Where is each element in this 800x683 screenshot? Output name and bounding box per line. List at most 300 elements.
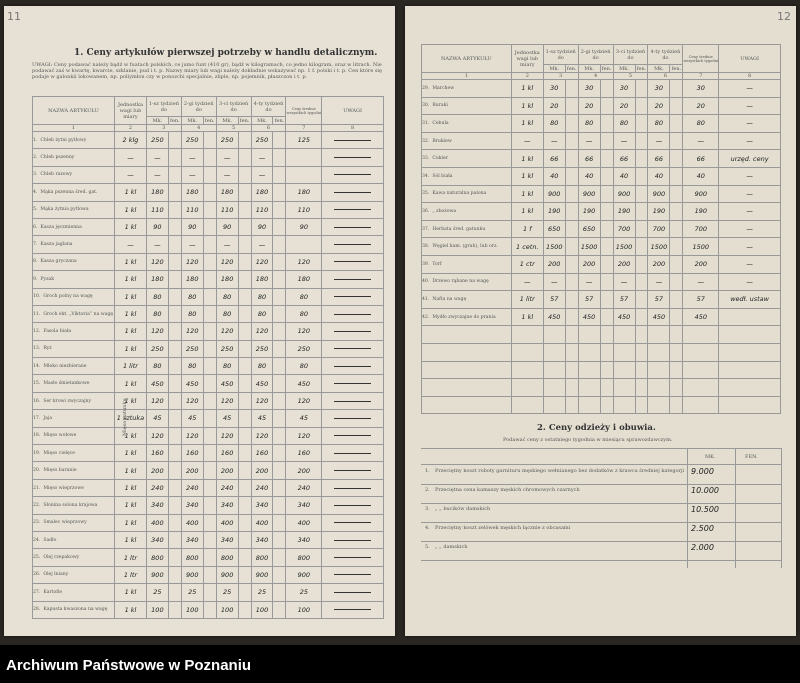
- row-number: 15.: [33, 381, 41, 387]
- price-mk: 40: [578, 167, 600, 185]
- price-mk: 120: [181, 253, 203, 270]
- price-mk: 160: [216, 445, 238, 462]
- price-mk: 120: [146, 323, 168, 340]
- price-fen: [238, 549, 251, 566]
- col-header-mk: Mk.: [578, 65, 600, 73]
- table-row: [422, 238, 781, 256]
- empty-cell: [543, 379, 565, 397]
- section-2-fen-header: FEN.: [745, 454, 758, 460]
- section-2-item-label: Przeciętny koszt zelówek męskich łącznie z obcasami: [435, 525, 571, 531]
- price-fen: [238, 132, 251, 149]
- price-mk: 90: [216, 218, 238, 235]
- price-fen: [635, 220, 648, 238]
- article-name: Mydło zwyczajne do prania: [432, 314, 496, 320]
- price-mk: 340: [251, 531, 273, 548]
- price-fen: [670, 115, 683, 133]
- row-number: 31.: [422, 120, 430, 126]
- price-fen: [635, 273, 648, 291]
- price-mk: 700: [648, 220, 670, 238]
- unit-value: 1 ltr: [114, 549, 146, 566]
- remarks-cell: [322, 427, 384, 444]
- dash-mark: [334, 435, 370, 436]
- price-mk: 120: [181, 392, 203, 409]
- empty-cell: [600, 396, 613, 414]
- remarks-cell: [322, 392, 384, 409]
- price-mk: 30: [543, 80, 565, 98]
- article-cell: [422, 80, 512, 98]
- empty-cell: [719, 343, 781, 361]
- empty-cell: [719, 379, 781, 397]
- price-mk: 160: [181, 445, 203, 462]
- empty-cell: [511, 396, 543, 414]
- price-mk: 900: [216, 566, 238, 583]
- unit-value: 1 kl: [114, 584, 146, 601]
- unit-value: —: [511, 273, 543, 291]
- average-price: 120: [286, 323, 322, 340]
- price-fen: [168, 149, 181, 166]
- table-row: [422, 273, 781, 291]
- price-mk: 20: [648, 97, 670, 115]
- price-fen: [203, 427, 216, 444]
- price-fen: [203, 479, 216, 496]
- price-mk: 180: [146, 184, 168, 201]
- article-cell: [422, 132, 512, 150]
- row-number: 24.: [33, 537, 41, 543]
- price-fen: [238, 271, 251, 288]
- average-price: 80: [286, 358, 322, 375]
- average-price: 66: [683, 150, 719, 168]
- price-mk: 250: [251, 340, 273, 357]
- price-fen: [565, 203, 578, 221]
- section-2-item-mk: 10.500: [691, 505, 719, 514]
- empty-cell: [600, 343, 613, 361]
- archive-name: Archiwum Państwowe w Poznaniu: [6, 657, 252, 674]
- remarks-cell: [322, 375, 384, 392]
- column-number: 3: [543, 73, 578, 80]
- unit-value: 1 sztuka: [114, 410, 146, 427]
- price-fen: [203, 340, 216, 357]
- section-2-item-mk: 10.000: [691, 486, 719, 495]
- price-fen: [565, 150, 578, 168]
- price-mk: —: [216, 166, 238, 183]
- table-row: [422, 291, 781, 309]
- section-2-item-number: 2.: [425, 487, 430, 493]
- price-fen: [565, 220, 578, 238]
- col-header-mk: Mk.: [216, 117, 238, 125]
- price-mk: 45: [251, 410, 273, 427]
- price-mk: 120: [146, 392, 168, 409]
- row-number: 42.: [422, 314, 430, 320]
- price-fen: [238, 584, 251, 601]
- article-name: Sól biała: [432, 173, 453, 179]
- table-row: [33, 497, 384, 514]
- price-fen: [565, 238, 578, 256]
- remarks-cell: [322, 566, 384, 583]
- price-fen: [670, 167, 683, 185]
- dash-mark: [334, 348, 370, 349]
- price-mk: 25: [181, 584, 203, 601]
- article-cell: [33, 184, 115, 201]
- price-fen: [168, 288, 181, 305]
- column-number: 6: [648, 73, 683, 80]
- price-mk: 250: [216, 132, 238, 149]
- price-mk: 100: [146, 601, 168, 618]
- table-row: [33, 531, 384, 548]
- section-2-header-rule: [421, 464, 781, 465]
- dash-mark: [334, 140, 370, 141]
- price-mk: 400: [146, 514, 168, 531]
- row-number: 7.: [33, 242, 38, 248]
- price-fen: [238, 149, 251, 166]
- price-mk: 900: [648, 185, 670, 203]
- empty-cell: [613, 396, 635, 414]
- remarks-cell: [322, 166, 384, 183]
- price-mk: 250: [181, 132, 203, 149]
- empty-cell: [683, 379, 719, 397]
- price-mk: 66: [578, 150, 600, 168]
- article-cell: [33, 166, 115, 183]
- price-fen: [273, 566, 286, 583]
- remarks-cell: [322, 236, 384, 253]
- column-number: 2: [511, 73, 543, 80]
- price-fen: [238, 479, 251, 496]
- price-mk: 240: [181, 479, 203, 496]
- col-header-mk: Mk.: [543, 65, 565, 73]
- price-mk: 110: [181, 201, 203, 218]
- price-mk: 240: [251, 479, 273, 496]
- price-mk: 80: [543, 115, 565, 133]
- row-number: 4.: [33, 189, 38, 195]
- price-mk: 80: [181, 358, 203, 375]
- unit-value: 1 ltr: [114, 566, 146, 583]
- price-fen: [273, 601, 286, 618]
- remarks-cell: —: [719, 80, 781, 98]
- price-mk: 900: [251, 566, 273, 583]
- section-2-item-mk: 2.000: [691, 543, 714, 552]
- price-fen: [600, 308, 613, 326]
- price-mk: 200: [543, 255, 565, 273]
- price-fen: [600, 273, 613, 291]
- average-price: 57: [683, 291, 719, 309]
- average-price: 250: [286, 340, 322, 357]
- col-header-fen: fen.: [671, 65, 682, 72]
- empty-cell: [600, 379, 613, 397]
- section-2-item-label: „ „ damskich: [435, 544, 468, 550]
- price-fen: [203, 410, 216, 427]
- price-mk: 190: [578, 203, 600, 221]
- price-fen: [168, 514, 181, 531]
- section-2-row-rule: [421, 541, 781, 542]
- remarks-cell: —: [719, 115, 781, 133]
- remarks-cell: [322, 410, 384, 427]
- price-fen: [565, 273, 578, 291]
- empty-cell: [613, 361, 635, 379]
- unit-value: 1 kl: [511, 167, 543, 185]
- remarks-cell: [322, 358, 384, 375]
- remarks-cell: [322, 549, 384, 566]
- empty-cell: [719, 361, 781, 379]
- section-2-row-rule: [421, 484, 781, 485]
- remarks-cell: [322, 305, 384, 322]
- article-cell: [33, 445, 115, 462]
- article-name: Drzewo rąbane na wagę: [432, 279, 489, 285]
- row-number: 25.: [33, 555, 41, 561]
- empty-cell: [613, 326, 635, 344]
- article-name: Nafta na wagę: [432, 296, 467, 302]
- dash-mark: [334, 609, 370, 610]
- price-fen: [670, 273, 683, 291]
- empty-cell: [565, 326, 578, 344]
- price-fen: [203, 236, 216, 253]
- average-price: 200: [286, 462, 322, 479]
- price-fen: [168, 601, 181, 618]
- price-mk: —: [578, 132, 600, 150]
- price-fen: [273, 271, 286, 288]
- price-mk: 80: [181, 288, 203, 305]
- remarks-cell: —: [719, 203, 781, 221]
- price-mk: 1500: [613, 238, 635, 256]
- col-header-week1: 1-sz tydzień do: [146, 97, 181, 117]
- article-cell: [33, 584, 115, 601]
- price-mk: 66: [613, 150, 635, 168]
- price-fen: [238, 462, 251, 479]
- column-number: 2: [114, 125, 146, 132]
- price-mk: 80: [251, 288, 273, 305]
- price-fen: [273, 584, 286, 601]
- article-cell: [33, 462, 115, 479]
- table-row: [33, 323, 384, 340]
- empty-row: [422, 396, 781, 414]
- price-mk: —: [251, 236, 273, 253]
- price-mk: 450: [648, 308, 670, 326]
- unit-value: 1 litr: [511, 291, 543, 309]
- article-cell: [33, 271, 115, 288]
- price-fen: [168, 323, 181, 340]
- price-mk: —: [613, 273, 635, 291]
- unit-value: 1 kl: [511, 203, 543, 221]
- article-name: Mleko niezbierane: [43, 363, 87, 369]
- remarks-cell: [322, 253, 384, 270]
- dash-mark: [334, 540, 370, 541]
- col-header-name: NAZWA ARTYKUŁU: [422, 45, 512, 73]
- price-fen: [238, 253, 251, 270]
- average-price: [286, 236, 322, 253]
- article-cell: [33, 375, 115, 392]
- price-fen: [203, 445, 216, 462]
- table-row: [33, 305, 384, 322]
- average-price: 900: [683, 185, 719, 203]
- remarks-cell: [322, 201, 384, 218]
- article-cell: [422, 291, 512, 309]
- col-header-average: Ceny średnie wszystkich tygodni: [286, 97, 322, 125]
- price-mk: 80: [216, 288, 238, 305]
- price-mk: 450: [146, 375, 168, 392]
- dash-mark: [334, 331, 370, 332]
- price-mk: 200: [613, 255, 635, 273]
- row-number: 20.: [33, 468, 41, 474]
- price-mk: 20: [613, 97, 635, 115]
- average-price: 450: [683, 308, 719, 326]
- price-mk: 250: [216, 340, 238, 357]
- col-header-remarks: UWAGI: [322, 97, 384, 125]
- row-number: 22.: [33, 502, 41, 508]
- price-mk: 80: [648, 115, 670, 133]
- price-mk: 25: [146, 584, 168, 601]
- price-fen: [565, 185, 578, 203]
- price-mk: 1500: [578, 238, 600, 256]
- empty-cell: [543, 396, 565, 414]
- row-number: 9.: [33, 276, 38, 282]
- average-price: 80: [286, 288, 322, 305]
- article-name: Smalec wieprzowy: [43, 520, 87, 526]
- price-fen: [168, 479, 181, 496]
- unit-value: 1 kl: [511, 80, 543, 98]
- table-row: [33, 601, 384, 618]
- empty-cell: [543, 361, 565, 379]
- section-2-row-rule: [421, 522, 781, 523]
- article-name: Ryż: [43, 346, 52, 352]
- price-mk: 57: [578, 291, 600, 309]
- price-fen: [273, 305, 286, 322]
- column-number: 5: [613, 73, 648, 80]
- average-price: 120: [286, 392, 322, 409]
- average-price: 20: [683, 97, 719, 115]
- average-price: —: [683, 273, 719, 291]
- price-mk: 200: [181, 462, 203, 479]
- price-fen: [168, 566, 181, 583]
- table-row: [33, 566, 384, 583]
- article-name: Sadło: [43, 537, 57, 543]
- col-header-fen: fen.: [636, 65, 647, 72]
- article-cell: [33, 218, 115, 235]
- article-cell: [33, 288, 115, 305]
- price-fen: [273, 184, 286, 201]
- price-fen: [635, 150, 648, 168]
- price-mk: 400: [216, 514, 238, 531]
- row-number: 1.: [33, 137, 38, 143]
- price-fen: [273, 479, 286, 496]
- article-cell: [33, 531, 115, 548]
- price-fen: [203, 392, 216, 409]
- price-mk: 340: [146, 531, 168, 548]
- dash-mark: [334, 192, 370, 193]
- dash-mark: [334, 505, 370, 506]
- remarks-cell: [322, 445, 384, 462]
- empty-cell: [578, 343, 600, 361]
- price-mk: 66: [543, 150, 565, 168]
- article-name: Chleb pszenny: [40, 155, 75, 161]
- empty-cell: [670, 396, 683, 414]
- price-fen: [238, 236, 251, 253]
- price-fen: [600, 115, 613, 133]
- average-price: 1500: [683, 238, 719, 256]
- price-mk: 180: [216, 271, 238, 288]
- average-price: 240: [286, 479, 322, 496]
- row-number: 3.: [33, 172, 38, 178]
- row-number: 29.: [422, 85, 430, 91]
- price-fen: [600, 97, 613, 115]
- price-mk: 1500: [648, 238, 670, 256]
- unit-value: 1 kl: [511, 150, 543, 168]
- price-fen: [238, 445, 251, 462]
- price-mk: 340: [216, 531, 238, 548]
- unit-value: 1 f: [511, 220, 543, 238]
- price-mk: 90: [146, 218, 168, 235]
- price-fen: [670, 150, 683, 168]
- article-name: Olej lniany: [43, 572, 69, 578]
- article-name: „ zbożowa: [432, 208, 457, 214]
- price-fen: [238, 601, 251, 618]
- price-fen: [238, 410, 251, 427]
- section-2-title: 2. Ceny odzieży i obuwia.: [537, 423, 656, 433]
- price-mk: —: [543, 132, 565, 150]
- empty-cell: [635, 379, 648, 397]
- empty-cell: [683, 396, 719, 414]
- price-mk: 200: [578, 255, 600, 273]
- price-fen: [168, 445, 181, 462]
- price-fen: [168, 462, 181, 479]
- dash-mark: [334, 453, 370, 454]
- col-header-average: Ceny średnie wszystkich tygodni: [683, 45, 719, 73]
- table-row: [422, 115, 781, 133]
- prices-table-right: [421, 44, 781, 414]
- row-number: 32.: [422, 138, 430, 144]
- price-mk: 66: [648, 150, 670, 168]
- unit-value: 1 kl: [114, 271, 146, 288]
- empty-cell: [511, 379, 543, 397]
- price-mk: 30: [613, 80, 635, 98]
- empty-cell: [719, 396, 781, 414]
- price-mk: 400: [181, 514, 203, 531]
- price-mk: —: [648, 132, 670, 150]
- unit-value: 1 kl: [114, 445, 146, 462]
- price-mk: 340: [181, 531, 203, 548]
- col-header-remarks: UWAGI: [719, 45, 781, 73]
- empty-cell: [543, 326, 565, 344]
- dash-mark: [334, 418, 370, 419]
- unit-value: 1 kl: [114, 531, 146, 548]
- article-cell: [33, 514, 115, 531]
- price-mk: 160: [146, 445, 168, 462]
- unit-value: 1 kl: [114, 375, 146, 392]
- empty-cell: [683, 326, 719, 344]
- empty-cell: [613, 343, 635, 361]
- price-fen: [203, 166, 216, 183]
- price-fen: [203, 253, 216, 270]
- price-mk: 160: [251, 445, 273, 462]
- table-row: [422, 185, 781, 203]
- section-2-item-label: Przeciętny koszt roboty garnituru męskiego wełnianego bez dodatków z krawca średniej kategorji: [435, 468, 685, 474]
- price-mk: 57: [613, 291, 635, 309]
- price-mk: 80: [146, 358, 168, 375]
- unit-value: 1 kl: [114, 601, 146, 618]
- price-mk: 650: [578, 220, 600, 238]
- price-fen: [203, 271, 216, 288]
- article-name: Cebula: [432, 120, 449, 126]
- row-number: 5.: [33, 207, 38, 213]
- price-fen: [273, 323, 286, 340]
- price-fen: [273, 166, 286, 183]
- average-price: 900: [286, 566, 322, 583]
- column-number: 1: [33, 125, 115, 132]
- table-row: [33, 445, 384, 462]
- price-mk: 120: [251, 253, 273, 270]
- table-row: [422, 203, 781, 221]
- table-row: [422, 255, 781, 273]
- empty-cell: [422, 343, 512, 361]
- section-2-item-number: 4.: [425, 525, 430, 531]
- price-mk: 100: [181, 601, 203, 618]
